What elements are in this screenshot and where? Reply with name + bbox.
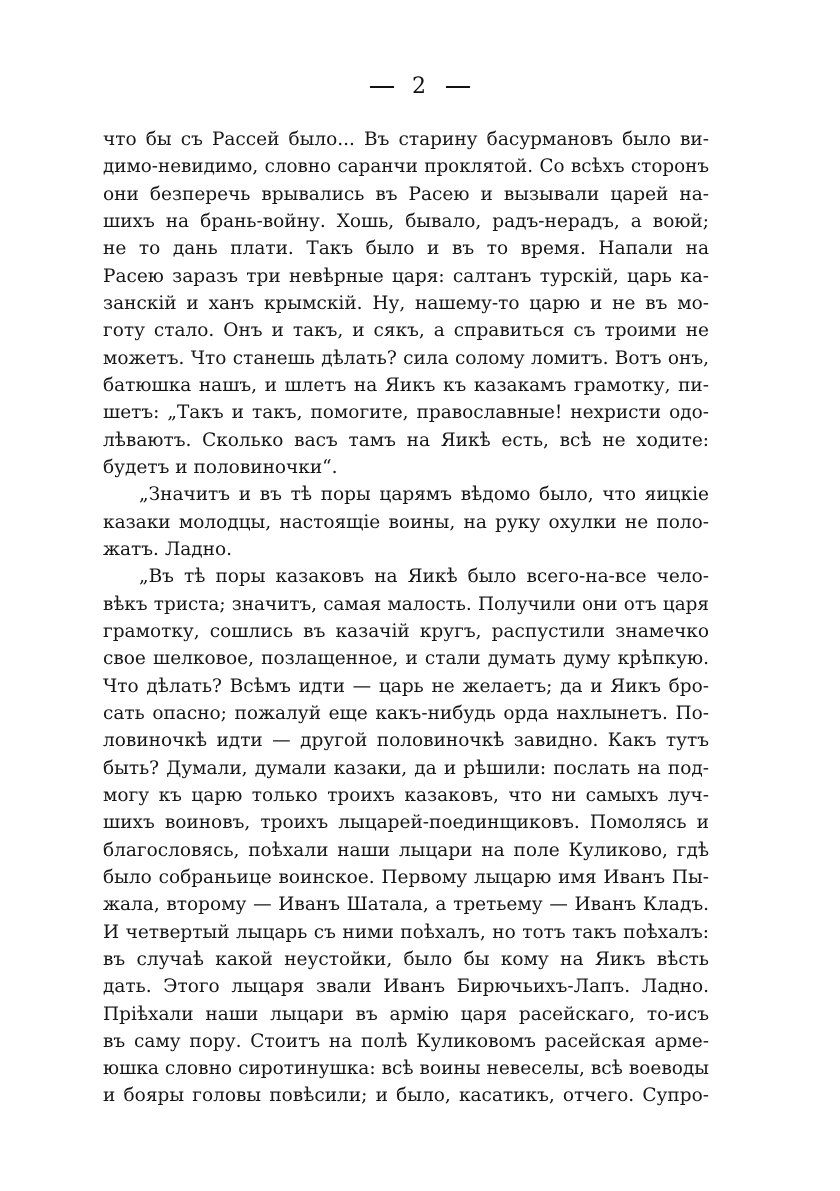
- page-number-header: [0, 74, 840, 99]
- text-line: дать. Этого лыцаря звали Иванъ Бирючьихъ-Лапъ. Ладно.: [103, 976, 709, 998]
- text-line: лѣваютъ. Сколько васъ тамъ на Яикѣ есть, всѣ не ходите:: [103, 429, 709, 451]
- text-line: что бы съ Рассей было... Въ старину басурмановъ было ви-: [103, 129, 709, 150]
- text-line: шихъ на брань-войну. Хошь, бывало, радъ-нерадъ, а воюй;: [103, 210, 709, 232]
- text-line: благословясь, поѣхали наши лыцари на поле Куликово, гдѣ: [103, 839, 709, 861]
- text-line: было собраньице воинское. Первому лыцарю имя Иванъ Пы-: [103, 866, 709, 888]
- text-line: казаки молодцы, настоящіе воины, на руку охулки не поло-: [103, 511, 709, 533]
- text-line: жатъ. Ладно.: [103, 538, 233, 560]
- text-line: батюшка нашъ, и шлетъ на Яикъ къ казакамъ грамотку, пи-: [103, 374, 709, 396]
- text-line: грамотку, сошлись въ казачій кругъ, распустили знамечко: [103, 620, 709, 642]
- text-line: шетъ: „Такъ и такъ, помогите, православные! нехристи одо-: [103, 402, 709, 424]
- text-line: сать опасно; пожалуй еще какъ-нибудь орда нахлынетъ. По-: [103, 702, 709, 724]
- text-line: быть? Думали, думали казаки, да и рѣшили: послать на под-: [103, 757, 709, 779]
- text-line: будетъ и половиночки“.: [103, 456, 338, 478]
- text-line: они безперечь врывались въ Расею и вызывали царей на-: [103, 183, 709, 205]
- text-line: И четвертый лыцарь съ ними поѣхалъ, но тотъ такъ поѣхалъ:: [103, 921, 709, 943]
- text-line: юшка словно сиротинушка: всѣ воины невеселы, всѣ воеводы: [103, 1058, 709, 1080]
- text-line: „Значитъ и въ тѣ поры царямъ вѣдомо было, что яицкіе: [139, 484, 709, 506]
- text-line: шихъ воиновъ, троихъ лыцарей-поединщиковъ. Помолясь и: [103, 812, 709, 834]
- text-line: „Въ тѣ поры казаковъ на Яикѣ было всего-на-все чело-: [139, 566, 709, 588]
- text-line: могу къ царю только троихъ казаковъ, что ни самыхъ луч-: [103, 784, 709, 806]
- text-line: не то дань плати. Такъ было и въ то время. Напали на: [103, 238, 709, 260]
- text-line: ловиночкѣ идти — другой половиночкѣ завидно. Какъ тутъ: [103, 730, 709, 752]
- body-text: [103, 126, 709, 1110]
- page-number: 2: [412, 74, 428, 99]
- text-line: можетъ. Что станешь дѣлать? сила солому ломитъ. Вотъ онъ,: [103, 347, 709, 369]
- text-line: Что дѣлать? Всѣмъ идти — царь не желаетъ; да и Яикъ бро-: [103, 675, 709, 697]
- text-line: въ случаѣ какой неустойки, было бы кому на Яикъ вѣсть: [103, 948, 709, 970]
- text-line: занскій и ханъ крымскій. Ну, нашему-то царю и не въ мо-: [103, 292, 709, 314]
- text-line: Расею заразъ три невѣрные царя: салтанъ турскій, царь ка-: [103, 265, 709, 287]
- text-line: Пріѣхали наши лыцари въ армію царя расейскаго, то-исъ: [103, 1003, 709, 1025]
- text-line: жала, второму — Иванъ Шатала, а третьему — Иванъ Кладъ.: [103, 894, 709, 916]
- text-line: и бояры головы повѣсили; и было, касатикъ, отчего. Супро-: [103, 1085, 709, 1107]
- text-line: въ саму пору. Стоитъ на полѣ Куликовомъ расейская арме-: [103, 1030, 709, 1052]
- text-line: димо-невидимо, словно саранчи проклятой. Со всѣхъ сторонъ: [103, 156, 709, 178]
- text-line: вѣкъ триста; значитъ, самая малость. Получили они отъ царя: [103, 593, 709, 615]
- text-line: свое шелковое, позлащенное, и стали думать думу крѣпкую.: [103, 648, 709, 670]
- text-line: готу стало. Онъ и такъ, и сякъ, а справиться съ троими не: [103, 320, 709, 342]
- right-dash: [446, 86, 470, 88]
- left-dash: [370, 86, 394, 88]
